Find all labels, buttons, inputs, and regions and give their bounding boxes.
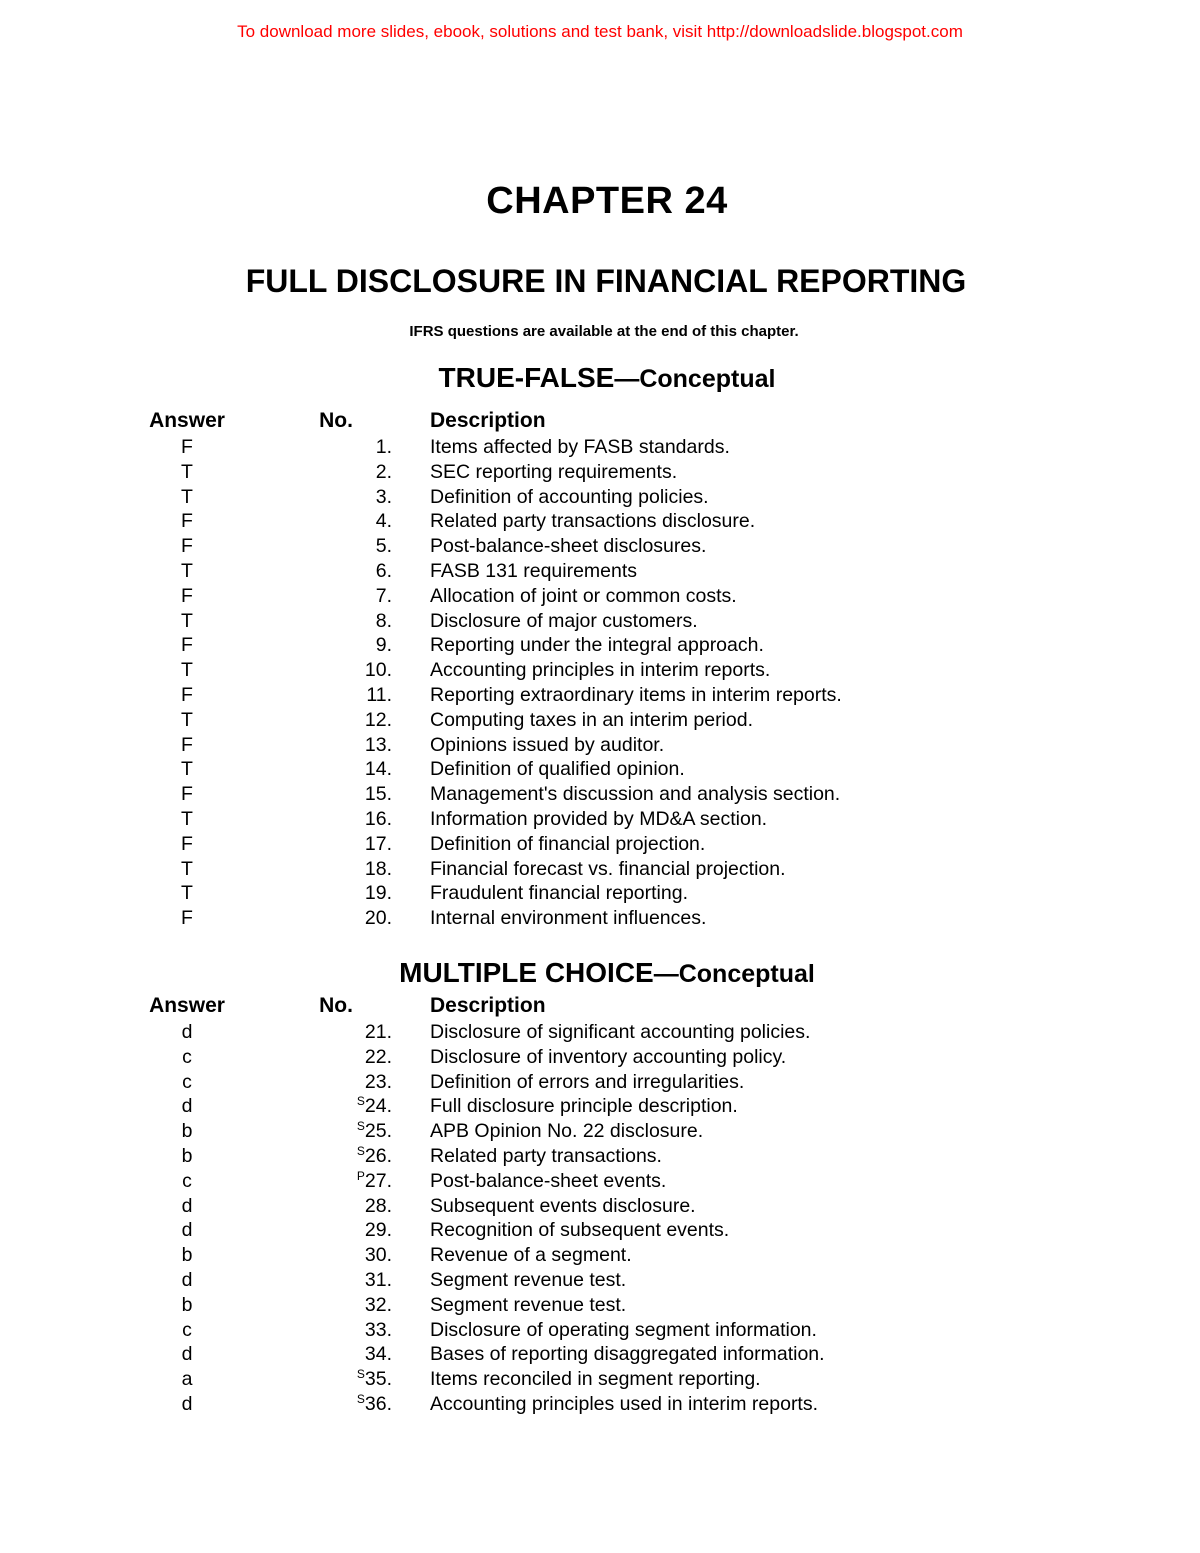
table-row [132, 1367, 825, 1392]
question-number-cell [242, 708, 430, 733]
question-number: 27. [364, 1169, 392, 1192]
description-cell: Disclosure of significant accounting policies. [430, 1021, 811, 1043]
document-title: FULL DISCLOSURE IN FINANCIAL REPORTING [245, 263, 967, 299]
multiple-choice-heading-sub: —Conceptual [653, 960, 815, 988]
question-number-cell [242, 509, 430, 534]
table-row [132, 658, 842, 683]
table-row [132, 757, 842, 782]
description-cell: Post-balance-sheet disclosures. [430, 535, 707, 558]
true-false-heading-sub: —Conceptual [614, 365, 776, 393]
true-false-heading [0, 362, 1200, 394]
question-number-cell [242, 1045, 430, 1070]
answer-cell: F [181, 634, 193, 657]
table-row [132, 1318, 825, 1343]
question-number: 35. [364, 1368, 392, 1391]
question-number: 33. [364, 1318, 392, 1341]
question-number-cell [242, 1194, 430, 1219]
answer-cell: c [182, 1169, 192, 1192]
download-banner: To download more slides, ebook, solutions and test bank, visit http://downloadslide.blogspot.com [237, 22, 963, 41]
question-number-cell [242, 559, 430, 584]
question-source-mark: P [356, 1168, 365, 1183]
question-number: 4. [375, 510, 392, 533]
answer-cell: F [181, 733, 193, 756]
table-row [132, 733, 842, 758]
question-number-cell [242, 782, 430, 807]
number-column-header: No. [319, 409, 353, 432]
description-cell: Items affected by FASB standards. [430, 436, 730, 458]
table-row [132, 1392, 825, 1417]
table-row [132, 509, 842, 534]
answer-cell: T [181, 807, 193, 830]
description-column-header: Description [430, 994, 546, 1017]
answer-cell: T [181, 882, 193, 905]
question-number-cell [242, 832, 430, 857]
description-cell: Related party transactions. [430, 1144, 662, 1167]
table-row [132, 906, 842, 931]
question-source-mark: S [356, 1119, 365, 1134]
description-cell: Segment revenue test. [430, 1268, 627, 1291]
table-row [132, 1342, 825, 1367]
answer-cell: T [181, 659, 193, 682]
question-number: 11. [366, 683, 392, 706]
question-number-cell [242, 633, 430, 658]
question-source-mark: S [356, 1367, 365, 1382]
answer-cell: c [182, 1045, 192, 1068]
table-row [132, 708, 842, 733]
answer-cell: F [181, 436, 193, 458]
answer-cell: d [181, 1343, 193, 1366]
question-number: 19. [364, 882, 392, 905]
question-number: 29. [364, 1219, 392, 1242]
answer-cell: b [181, 1120, 193, 1143]
question-number-cell [242, 1218, 430, 1243]
question-number-cell [242, 1094, 430, 1119]
description-cell: Related party transactions disclosure. [430, 510, 756, 533]
question-number-cell [242, 584, 430, 609]
description-cell: APB Opinion No. 22 disclosure. [430, 1120, 704, 1143]
table-row [132, 559, 842, 584]
description-cell: Definition of accounting policies. [430, 485, 709, 508]
question-number: 21. [364, 1021, 392, 1043]
question-number: 14. [364, 758, 392, 781]
question-number-cell [242, 857, 430, 882]
description-cell: Disclosure of operating segment information. [430, 1318, 817, 1341]
question-number-cell [242, 1392, 430, 1417]
question-source-mark: S [356, 1143, 365, 1158]
table-row [132, 460, 842, 485]
ifrs-note: IFRS questions are available at the end of this chapter. [409, 323, 799, 340]
question-number: 8. [375, 609, 392, 632]
table-row [132, 1094, 825, 1119]
answer-cell: d [181, 1021, 193, 1043]
description-column-header: Description [430, 409, 546, 432]
answer-cell: b [181, 1244, 193, 1267]
table-row [132, 485, 842, 510]
answer-cell: F [181, 683, 193, 706]
description-cell: Allocation of joint or common costs. [430, 584, 737, 607]
multiple-choice-rows [132, 1020, 825, 1417]
description-cell: Internal environment influences. [430, 907, 707, 930]
description-cell: Disclosure of major customers. [430, 609, 698, 632]
question-number: 32. [364, 1293, 392, 1316]
question-number: 34. [364, 1343, 392, 1366]
answer-cell: F [181, 783, 193, 806]
question-number: 36. [364, 1392, 392, 1415]
question-number-cell [242, 1243, 430, 1268]
answer-cell: T [181, 758, 193, 781]
table-row [132, 1020, 825, 1045]
table-row [132, 1194, 825, 1219]
answer-cell: F [181, 535, 193, 558]
question-number-cell [242, 1318, 430, 1343]
table-row [132, 633, 842, 658]
table-row [132, 857, 842, 882]
description-cell: Opinions issued by auditor. [430, 733, 665, 756]
description-cell: Segment revenue test. [430, 1293, 627, 1316]
table-row [132, 807, 842, 832]
question-number-cell [242, 1144, 430, 1169]
answer-cell: T [181, 485, 193, 508]
question-number: 2. [375, 460, 392, 483]
answer-cell: d [181, 1194, 193, 1217]
answer-cell: d [181, 1095, 193, 1118]
table-row [132, 609, 842, 634]
question-number-cell [242, 1070, 430, 1095]
multiple-choice-heading-main: MULTIPLE CHOICE [399, 957, 654, 988]
question-number: 20. [364, 907, 392, 930]
answer-cell: c [182, 1318, 192, 1341]
table-row [132, 1169, 825, 1194]
question-number: 10. [364, 659, 392, 682]
question-number: 30. [364, 1244, 392, 1267]
question-source-mark: S [356, 1391, 365, 1406]
question-number-cell [242, 807, 430, 832]
answer-cell: c [182, 1070, 192, 1093]
answer-cell: F [181, 907, 193, 930]
table-row [132, 1293, 825, 1318]
table-row [132, 584, 842, 609]
table-row [132, 435, 842, 460]
true-false-rows [132, 435, 842, 931]
question-number-cell [242, 906, 430, 931]
question-number-cell [242, 435, 430, 460]
answer-cell: T [181, 708, 193, 731]
question-number: 5. [375, 535, 392, 558]
description-cell: Disclosure of inventory accounting policy. [430, 1045, 787, 1068]
answer-cell: F [181, 832, 193, 855]
description-cell: Recognition of subsequent events. [430, 1219, 730, 1242]
description-cell: Accounting principles in interim reports. [430, 659, 771, 682]
question-number-cell [242, 1169, 430, 1194]
question-number: 28. [364, 1194, 392, 1217]
question-number: 22. [364, 1045, 392, 1068]
answer-cell: T [181, 857, 193, 880]
table-row [132, 1045, 825, 1070]
answer-cell: F [181, 510, 193, 533]
question-number-cell [242, 460, 430, 485]
number-column-header: No. [319, 994, 353, 1017]
question-number-cell [242, 683, 430, 708]
description-cell: Reporting under the integral approach. [430, 634, 764, 657]
table-row [132, 881, 842, 906]
answer-cell: b [181, 1293, 193, 1316]
question-number-cell [242, 1020, 430, 1045]
answer-cell: d [181, 1219, 193, 1242]
table-row [132, 782, 842, 807]
description-cell: Information provided by MD&A section. [430, 807, 768, 830]
question-number: 18. [364, 857, 392, 880]
true-false-heading-main: TRUE-FALSE [438, 362, 615, 393]
answer-column-header: Answer [149, 994, 225, 1017]
question-number: 6. [375, 559, 392, 582]
question-number: 24. [364, 1095, 392, 1118]
description-cell: FASB 131 requirements [430, 559, 638, 582]
question-number-cell [242, 485, 430, 510]
question-number: 3. [375, 485, 392, 508]
table-header-row [132, 992, 825, 1020]
description-cell: SEC reporting requirements. [430, 460, 678, 483]
question-number-cell [242, 534, 430, 559]
question-number-cell [242, 1342, 430, 1367]
table-header-row [132, 407, 842, 435]
description-cell: Definition of financial projection. [430, 832, 706, 855]
description-cell: Accounting principles used in interim reports. [430, 1392, 819, 1415]
answer-cell: T [181, 460, 193, 483]
answer-cell: a [181, 1368, 193, 1391]
table-row [132, 832, 842, 857]
multiple-choice-table [132, 992, 825, 1417]
answer-cell: d [181, 1268, 193, 1291]
table-row [132, 1268, 825, 1293]
answer-cell: b [181, 1144, 193, 1167]
question-source-mark: S [356, 1094, 365, 1109]
question-number: 31. [364, 1268, 392, 1291]
question-number: 23. [364, 1070, 392, 1093]
question-number: 9. [375, 634, 392, 657]
answer-cell: F [181, 584, 193, 607]
question-number: 1. [375, 436, 392, 458]
description-cell: Reporting extraordinary items in interim reports. [430, 683, 842, 706]
question-number: 25. [364, 1120, 392, 1143]
table-row [132, 1218, 825, 1243]
table-row [132, 534, 842, 559]
table-row [132, 1243, 825, 1268]
answer-cell: T [181, 609, 193, 632]
description-cell: Definition of qualified opinion. [430, 758, 685, 781]
description-cell: Management's discussion and analysis section. [430, 783, 841, 806]
question-number-cell [242, 1293, 430, 1318]
question-number: 7. [375, 584, 392, 607]
question-number-cell [242, 658, 430, 683]
question-number: 15. [364, 783, 392, 806]
description-cell: Subsequent events disclosure. [430, 1194, 696, 1217]
question-number: 17. [364, 832, 392, 855]
description-cell: Bases of reporting disaggregated information. [430, 1343, 825, 1366]
answer-cell: T [181, 559, 193, 582]
description-cell: Items reconciled in segment reporting. [430, 1368, 761, 1391]
table-row [132, 683, 842, 708]
answer-cell: d [181, 1392, 193, 1415]
question-number-cell [242, 757, 430, 782]
question-number: 16. [364, 807, 392, 830]
question-number-cell [242, 733, 430, 758]
question-number-cell [242, 881, 430, 906]
table-row [132, 1070, 825, 1095]
question-number: 13. [364, 733, 392, 756]
description-cell: Definition of errors and irregularities. [430, 1070, 745, 1093]
true-false-table [132, 407, 842, 931]
description-cell: Post-balance-sheet events. [430, 1169, 667, 1192]
question-number-cell [242, 1268, 430, 1293]
question-number-cell [242, 1119, 430, 1144]
question-number-cell [242, 1367, 430, 1392]
description-cell: Fraudulent financial reporting. [430, 882, 688, 905]
question-number: 12. [364, 708, 392, 731]
answer-column-header: Answer [149, 409, 225, 432]
description-cell: Full disclosure principle description. [430, 1095, 738, 1118]
table-row [132, 1144, 825, 1169]
multiple-choice-heading [0, 957, 1200, 989]
question-number-cell [242, 609, 430, 634]
description-cell: Financial forecast vs. financial projection. [430, 857, 786, 880]
description-cell: Computing taxes in an interim period. [430, 708, 753, 731]
table-row [132, 1119, 825, 1144]
chapter-title: CHAPTER 24 [486, 180, 728, 222]
description-cell: Revenue of a segment. [430, 1244, 632, 1267]
question-number: 26. [364, 1144, 392, 1167]
